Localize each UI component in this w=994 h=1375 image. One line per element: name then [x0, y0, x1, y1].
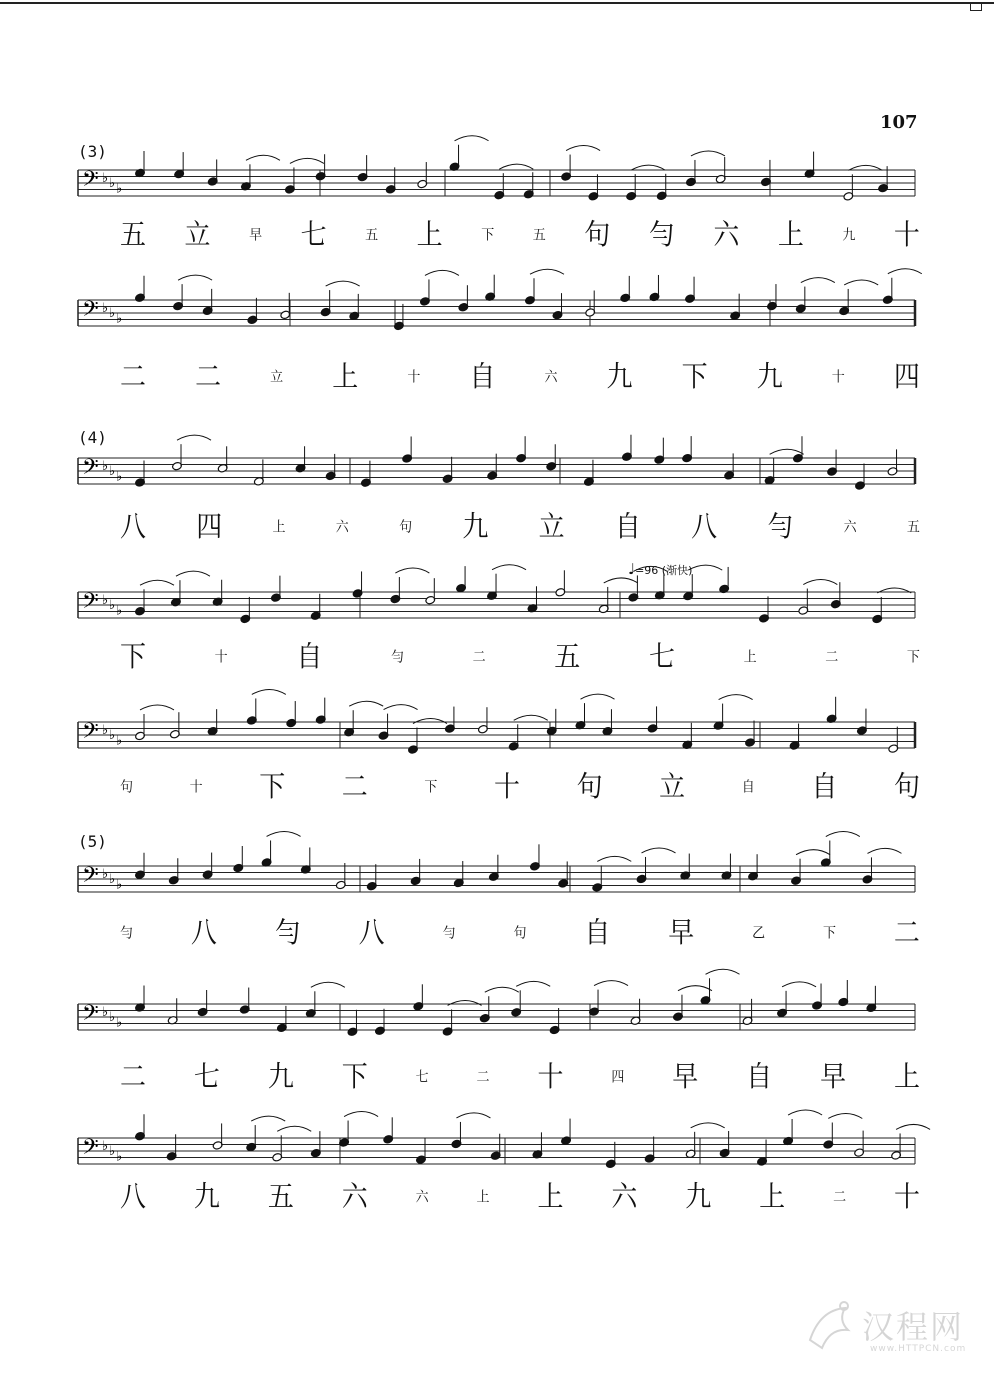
slur [177, 435, 211, 440]
tablature-glyph: 自 [584, 916, 611, 950]
tablature-glyph: 八 [691, 510, 718, 544]
slur [499, 164, 533, 169]
tablature-glyph: 句 [120, 778, 134, 796]
watermark-text: 汉程网 [862, 1308, 965, 1346]
flat-icon: ♭ [116, 603, 123, 619]
slur [788, 1110, 822, 1115]
slur [252, 689, 286, 694]
bass-clef-icon: 𝄢 [82, 1001, 99, 1031]
tablature-glyph: 七 [648, 640, 675, 674]
slur [803, 580, 837, 585]
staff-system-7 [0, 994, 994, 1054]
tablature-glyph: 下 [341, 1060, 368, 1094]
slur [277, 1126, 311, 1131]
tablature-glyph: 五 [906, 518, 920, 536]
bass-clef-icon: 𝄢 [82, 455, 99, 485]
slur [844, 280, 878, 285]
tablature-glyph: 上 [759, 1180, 786, 1214]
tablature-glyph: 立 [659, 770, 686, 804]
slur [485, 987, 519, 992]
tablature-glyph: 勻 [274, 916, 301, 950]
flat-icon: ♭ [116, 311, 123, 327]
tablature-glyph: 八 [358, 916, 385, 950]
tablature-row-2 [120, 350, 920, 404]
tablature-glyph: 十 [893, 218, 920, 252]
tablature-glyph: 八 [120, 1180, 147, 1214]
tablature-glyph: 四 [196, 510, 223, 544]
flat-icon: ♭ [102, 459, 109, 474]
tablature-glyph: 五 [365, 226, 379, 244]
tempo-value: =96 [635, 564, 659, 577]
tablature-row-5 [120, 760, 920, 814]
section-marker-5: (5) [78, 832, 107, 851]
slur [566, 146, 600, 151]
tablature-glyph: 五 [532, 226, 546, 244]
tablature-glyph: 四 [611, 1068, 625, 1086]
tablature-glyph: 九 [193, 1180, 220, 1214]
page-top-border [0, 2, 994, 4]
flat-icon: ♭ [109, 1010, 116, 1026]
slur [492, 565, 526, 570]
tablature-glyph: 上 [272, 518, 286, 536]
tablature-glyph: 自 [746, 1060, 773, 1094]
flat-icon: ♭ [116, 1149, 123, 1165]
tablature-glyph: 上 [893, 1060, 920, 1094]
tablature-glyph: 勻 [648, 218, 675, 252]
flat-icon: ♭ [109, 872, 116, 888]
staff-system-3 [0, 448, 994, 508]
tablature-glyph: 七 [300, 218, 327, 252]
bass-clef-icon: 𝄢 [82, 297, 99, 327]
tablature-glyph: 八 [120, 510, 147, 544]
slur [828, 1113, 862, 1118]
tablature-glyph: 九 [842, 226, 856, 244]
tablature-glyph: 二 [472, 648, 486, 666]
flat-icon: ♭ [109, 176, 116, 192]
flat-icon: ♭ [102, 593, 109, 608]
slur [311, 982, 345, 987]
slur [796, 850, 830, 855]
tablature-row-1 [120, 208, 920, 262]
tablature-glyph: 上 [416, 218, 443, 252]
slur [425, 270, 459, 275]
slur [530, 269, 564, 274]
slur [867, 848, 901, 853]
tablature-glyph: 上 [743, 648, 757, 666]
section-marker-4: (4) [78, 428, 107, 447]
slur [801, 278, 835, 283]
tablature-glyph: 九 [606, 360, 633, 394]
tablature-glyph: 七 [193, 1060, 220, 1094]
slur [290, 158, 324, 163]
crane-logo-icon [800, 1290, 860, 1360]
slur [691, 1123, 725, 1128]
watermark-url: www.HTTPCN.com [870, 1344, 967, 1354]
tablature-glyph: 十 [893, 1180, 920, 1214]
quarter-note-icon: ♩ [628, 560, 636, 578]
tablature-glyph: 立 [538, 510, 565, 544]
flat-icon: ♭ [102, 171, 109, 186]
tablature-glyph: 句 [399, 518, 413, 536]
tablature-glyph: 乙 [752, 924, 766, 942]
flat-icon: ♭ [116, 1015, 123, 1031]
tablature-glyph: 五 [120, 218, 147, 252]
slur [688, 565, 722, 570]
slur [140, 580, 174, 585]
tablature-glyph: 十 [214, 648, 228, 666]
page-number: 107 [880, 112, 918, 133]
slur [176, 571, 210, 576]
flat-icon: ♭ [102, 1005, 109, 1020]
tablature-glyph: 二 [893, 916, 920, 950]
slur [251, 1116, 285, 1121]
slur [349, 701, 383, 706]
tablature-glyph: 自 [296, 640, 323, 674]
tablature-glyph: 下 [906, 648, 920, 666]
tablature-row-8 [120, 1170, 920, 1224]
tablature-glyph: 早 [672, 1060, 699, 1094]
flat-icon: ♭ [102, 867, 109, 882]
staff-system-2 [0, 290, 994, 350]
tablature-glyph: 二 [825, 648, 839, 666]
tablature-glyph: 立 [184, 218, 211, 252]
slur [888, 269, 922, 274]
tablature-glyph: 九 [685, 1180, 712, 1214]
bass-clef-icon: 𝄢 [82, 719, 99, 749]
tablature-glyph: 六 [713, 218, 740, 252]
slur [516, 981, 550, 986]
tablature-glyph: 上 [537, 1180, 564, 1214]
slur [384, 705, 418, 710]
tablature-glyph: 六 [843, 518, 857, 536]
tablature-glyph: 上 [332, 360, 359, 394]
tablature-glyph: 下 [681, 360, 708, 394]
tablature-glyph: 句 [576, 770, 603, 804]
tablature-glyph: 上 [476, 1188, 490, 1206]
tablature-glyph: 自 [741, 778, 755, 796]
bass-clef-icon: 𝄢 [82, 589, 99, 619]
tablature-glyph: 立 [270, 368, 284, 386]
tablature-row-6 [120, 906, 920, 960]
tablature-glyph: 七 [415, 1068, 429, 1086]
slur [691, 151, 725, 156]
slur [456, 1113, 490, 1118]
tablature-glyph: 二 [120, 360, 147, 394]
slur [514, 715, 548, 720]
slur [678, 986, 712, 991]
tablature-glyph: 早 [249, 226, 263, 244]
tablature-glyph: 句 [584, 218, 611, 252]
slur [246, 155, 280, 160]
tablature-glyph: 二 [120, 1060, 147, 1094]
tablature-glyph: 九 [462, 510, 489, 544]
tablature-glyph: 自 [469, 360, 496, 394]
slur [594, 981, 628, 986]
slur [448, 1000, 482, 1005]
slur [631, 165, 665, 170]
tablature-glyph: 九 [267, 1060, 294, 1094]
flat-icon: ♭ [116, 877, 123, 893]
section-marker-3: (3) [78, 142, 107, 161]
tablature-glyph: 五 [267, 1180, 294, 1214]
tablature-glyph: 二 [476, 1068, 490, 1086]
tablature-glyph: 下 [823, 924, 837, 942]
tablature-glyph: 下 [259, 770, 286, 804]
tablature-glyph: 下 [481, 226, 495, 244]
tablature-glyph: 下 [424, 778, 438, 796]
tablature-glyph: 五 [554, 640, 581, 674]
slur [826, 832, 860, 837]
tablature-glyph: 九 [756, 360, 783, 394]
slur [581, 694, 615, 699]
flat-icon: ♭ [109, 1144, 116, 1160]
tablature-glyph: 二 [341, 770, 368, 804]
flat-icon: ♭ [109, 728, 116, 744]
slur [896, 1124, 930, 1129]
slur [140, 705, 174, 710]
flat-icon: ♭ [102, 1139, 109, 1154]
slur [642, 848, 676, 853]
slur [770, 449, 804, 454]
slur [344, 1112, 378, 1117]
bass-clef-icon: 𝄢 [82, 1135, 99, 1165]
tablature-row-3 [120, 500, 920, 554]
flat-icon: ♭ [102, 723, 109, 738]
tablature-glyph: 十 [407, 368, 421, 386]
tempo-marking: (渐快) [661, 564, 693, 577]
flat-icon: ♭ [109, 464, 116, 480]
tablature-glyph: 六 [544, 368, 558, 386]
slur [719, 695, 753, 700]
site-watermark [800, 1290, 990, 1370]
slur [326, 281, 360, 286]
tablature-glyph: 六 [341, 1180, 368, 1214]
slur [604, 578, 638, 583]
tablature-glyph: 勻 [767, 510, 794, 544]
slur [267, 831, 301, 836]
tablature-glyph: 十 [537, 1060, 564, 1094]
tablature-glyph: 句 [893, 770, 920, 804]
tablature-glyph: 六 [335, 518, 349, 536]
tablature-glyph: 八 [190, 916, 217, 950]
corner-mark [970, 4, 982, 11]
bass-clef-icon: 𝄢 [82, 167, 99, 197]
tablature-glyph: 四 [893, 360, 920, 394]
tablature-glyph: 早 [820, 1060, 847, 1094]
tablature-row-7 [120, 1050, 920, 1104]
bass-clef-icon: 𝄢 [82, 863, 99, 893]
tablature-glyph: 勻 [120, 924, 134, 942]
tablature-glyph: 十 [493, 770, 520, 804]
tablature-glyph: 自 [811, 770, 838, 804]
tablature-glyph: 下 [120, 640, 147, 674]
slur [597, 856, 631, 861]
slur [782, 982, 816, 987]
flat-icon: ♭ [116, 469, 123, 485]
tablature-glyph: 六 [611, 1180, 638, 1214]
tablature-glyph: 勻 [442, 924, 456, 942]
slur [413, 719, 447, 724]
flat-icon: ♭ [109, 598, 116, 614]
tablature-glyph: 十 [189, 778, 203, 796]
tablature-glyph: 勻 [390, 648, 404, 666]
slur [395, 568, 429, 573]
tablature-row-4 [120, 630, 920, 684]
tablature-glyph: 句 [513, 924, 527, 942]
flat-icon: ♭ [102, 301, 109, 316]
flat-icon: ♭ [116, 181, 123, 197]
tablature-glyph: 六 [415, 1188, 429, 1206]
tablature-glyph: 早 [668, 916, 695, 950]
slur [178, 275, 212, 280]
slur [706, 969, 740, 974]
tablature-glyph: 十 [831, 368, 845, 386]
tablature-glyph: 自 [614, 510, 641, 544]
tablature-glyph: 上 [777, 218, 804, 252]
tablature-glyph: 二 [195, 360, 222, 394]
flat-icon: ♭ [116, 733, 123, 749]
flat-icon: ♭ [109, 306, 116, 322]
tablature-glyph: 二 [833, 1188, 847, 1206]
slur [455, 136, 489, 141]
